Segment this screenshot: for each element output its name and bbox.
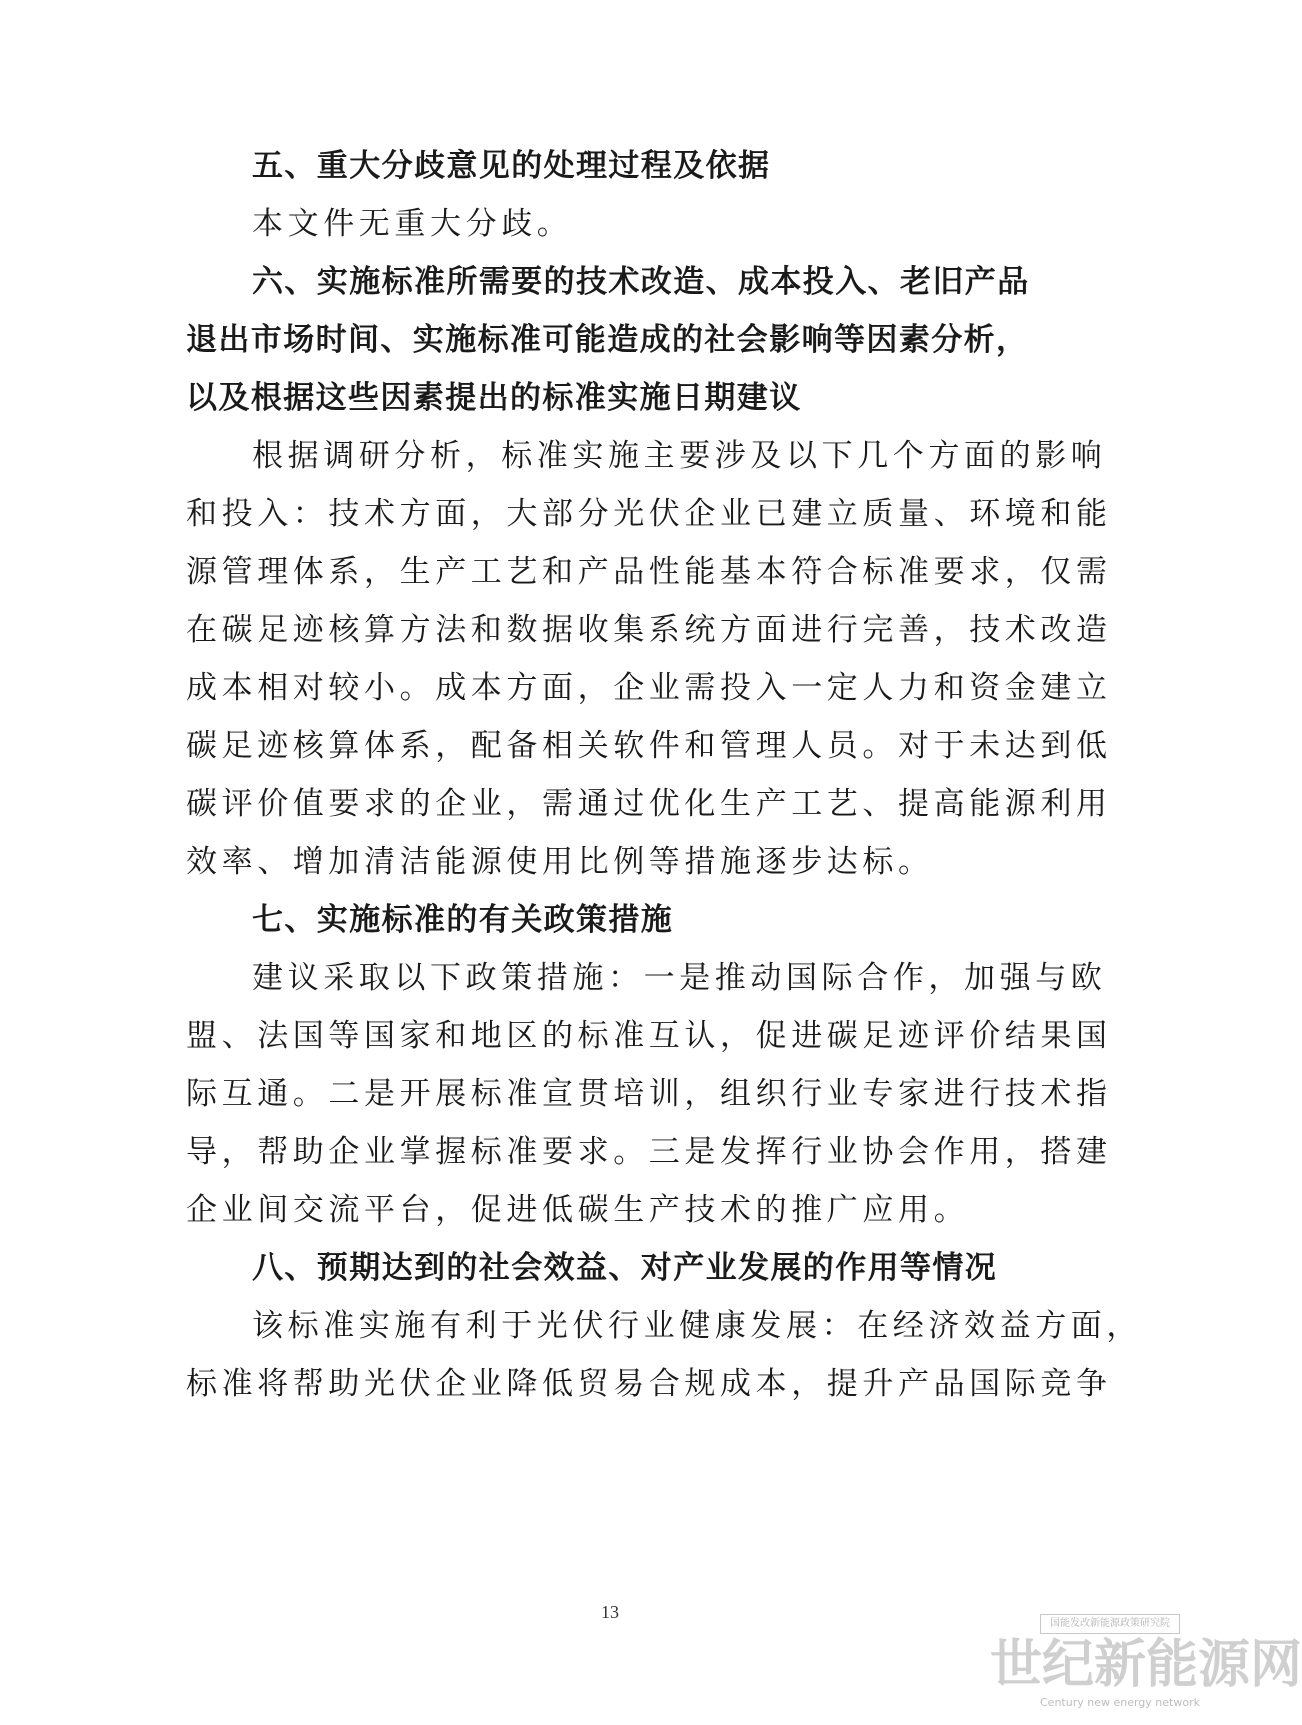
paragraph-line: 企业间交流平台，促进低碳生产技术的推广应用。	[186, 1192, 970, 1228]
paragraph-line: 本文件无重大分歧。	[252, 206, 573, 242]
paragraph-line: 导，帮助企业掌握标准要求。三是发挥行业协会作用，搭建	[186, 1134, 1112, 1170]
paragraph-line: 效率、增加清洁能源使用比例等措施逐步达标。	[186, 844, 934, 880]
paragraph-line: 该标准实施有利于光伏行业健康发展：在经济效益方面，	[252, 1308, 1142, 1344]
watermark-title: 世纪新能源网	[990, 1635, 1302, 1695]
paragraph-line: 际互通。二是开展标准宣贯培训，组织行业专家进行技术指	[186, 1076, 1112, 1112]
paragraph-line: 标准将帮助光伏企业降低贸易合规成本，提升产品国际竞争	[186, 1366, 1112, 1402]
paragraph-line: 盟、法国等国家和地区的标准互认，促进碳足迹评价结果国	[186, 1018, 1112, 1054]
watermark-caption: 国能发改新能源政策研究院	[1040, 1614, 1180, 1634]
section-6-heading-cont: 退出市场时间、实施标准可能造成的社会影响等因素分析，	[186, 322, 1029, 358]
paragraph-line: 成本相对较小。成本方面，企业需投入一定人力和资金建立	[186, 670, 1112, 706]
page-number: 13	[601, 1602, 619, 1622]
paragraph-line: 在碳足迹核算方法和数据收集系统方面进行完善，技术改造	[186, 612, 1112, 648]
paragraph-line: 根据调研分析，标准实施主要涉及以下几个方面的影响	[252, 438, 1107, 474]
paragraph-line: 源管理体系，生产工艺和产品性能基本符合标准要求，仅需	[186, 554, 1112, 590]
section-5-heading: 五、重大分歧意见的处理过程及依据	[252, 148, 771, 184]
watermark-subtitle: Century new energy network	[1040, 1696, 1200, 1709]
paragraph-line: 和投入：技术方面，大部分光伏企业已建立质量、环境和能	[186, 496, 1112, 532]
section-8-heading: 八、预期达到的社会效益、对产业发展的作用等情况	[252, 1250, 998, 1286]
section-6-heading: 六、实施标准所需要的技术改造、成本投入、老旧产品	[252, 264, 1030, 300]
section-6-heading-cont: 以及根据这些因素提出的标准实施日期建议	[186, 380, 802, 416]
paragraph-line: 建议采取以下政策措施：一是推动国际合作，加强与欧	[252, 960, 1107, 996]
paragraph-line: 碳足迹核算体系，配备相关软件和管理人员。对于未达到低	[186, 728, 1112, 764]
section-7-heading: 七、实施标准的有关政策措施	[252, 902, 674, 938]
paragraph-line: 碳评价值要求的企业，需通过优化生产工艺、提高能源利用	[186, 786, 1112, 822]
